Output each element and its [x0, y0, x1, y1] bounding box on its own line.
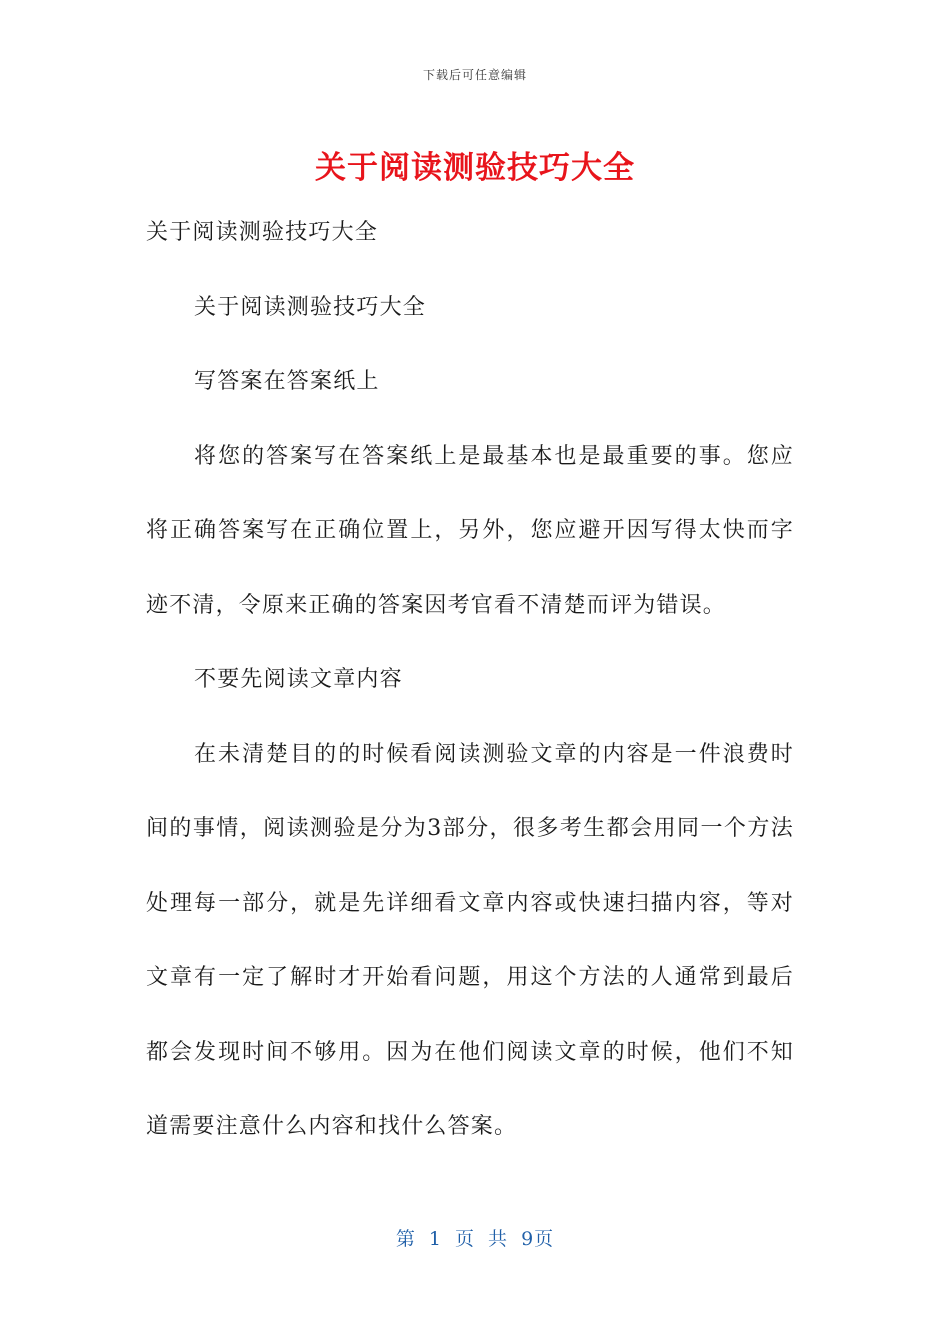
section-heading-dont-read-first: 不要先阅读文章内容	[194, 667, 403, 692]
paragraph-dont-read-first: 在未清楚目的的时候看阅读测验文章的内容是一件浪费时间的事情，阅读测验是分为3部分，很多考生都会用同一个方法处理每一部分，就是先详细看文章内容或快速扫描内容，等对文章有一定了解时才开始看问题，用这个方法的人通常到最后都会发现时间不够用。因为在他们阅读文章的时候，他们不知道需要注意什么内容和找什么答案。	[146, 741, 794, 1139]
header-note: 下载后可任意编辑	[422, 68, 527, 82]
paragraph-subheading: 关于阅读测验技巧大全	[194, 294, 427, 320]
paragraph-heading: 关于阅读测验技巧大全	[146, 220, 379, 245]
document-title: 关于阅读测验技巧大全	[315, 150, 635, 186]
paragraph-answer-sheet: 将您的答案写在答案纸上是最基本也是最重要的事。您应将正确答案写在正确位置上，另外，您应避开因写得太快而字迹不清，令原来正确的答案因考官看不清楚而评为错误。	[146, 443, 794, 618]
section-heading-answer-sheet: 写答案在答案纸上	[194, 369, 380, 394]
document-body	[146, 196, 794, 1165]
page-footer: 第 1 页 共 9页	[395, 1228, 555, 1250]
